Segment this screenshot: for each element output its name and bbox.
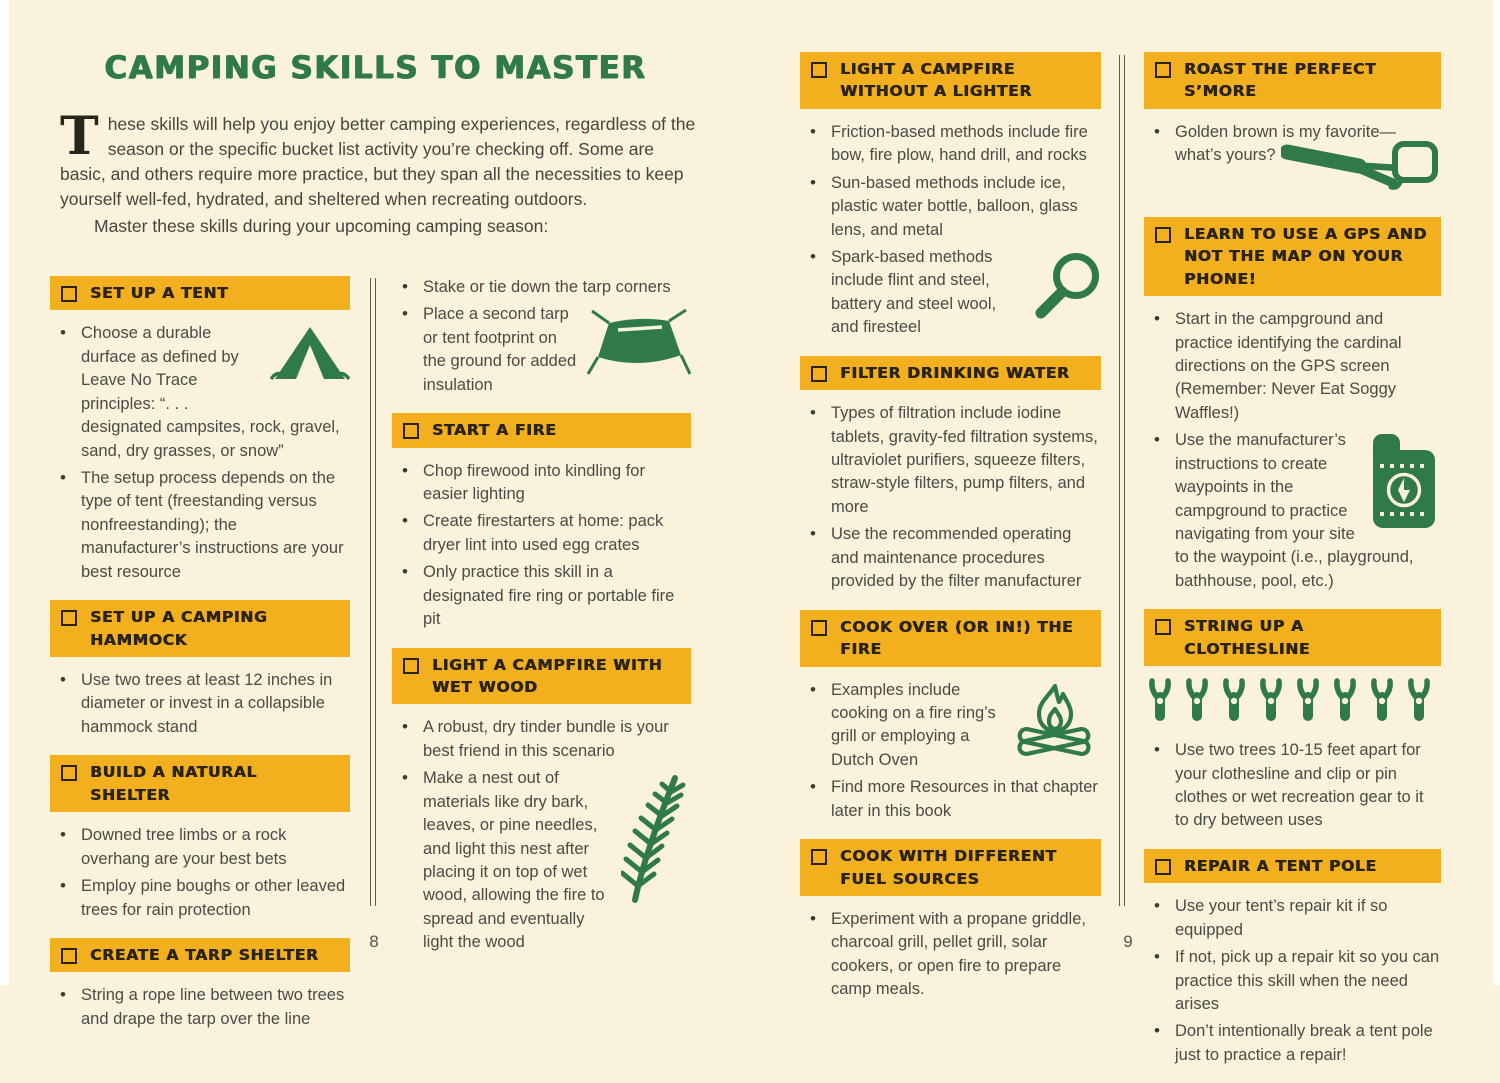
bullet-list (392, 276, 691, 397)
magnifier-icon (1033, 249, 1101, 326)
bullet-list (50, 824, 350, 922)
list-item: • Use two trees 10-15 feet apart for your clothesline and clip or pin clothes or wet recreation gear to it to dry between uses (1144, 739, 1441, 833)
bullet-list (1144, 308, 1441, 593)
skill-section (800, 610, 1101, 823)
bullet-list (1144, 739, 1441, 833)
campfire-icon (1009, 682, 1101, 769)
list-item: • Use two trees at least 12 inches in diameter or invest in a collapsible hammock stand (50, 669, 350, 739)
clothespin-icon (1404, 678, 1434, 727)
bullet-list (800, 121, 1101, 340)
list-item: • Use the recommended operating and maintenance procedures provided by the filter manufacturer (800, 523, 1101, 593)
checkbox-icon (811, 62, 827, 78)
checkbox-icon (61, 948, 77, 964)
section-header-label: START A FIRE (432, 421, 557, 440)
pine-branch-icon (621, 770, 691, 912)
clothespin-icon (1145, 678, 1175, 727)
section-header-bar (392, 413, 691, 447)
checkbox-icon (61, 610, 77, 626)
list-item: • Don’t intentionally break a tent pole just to practice a repair! (1144, 1020, 1441, 1067)
list-item: • Place a second tarp or tent footprint on the ground for added insulation (392, 303, 691, 397)
checkbox-icon (61, 765, 77, 781)
section-header-bar (1144, 217, 1441, 296)
skill-section (1144, 52, 1441, 201)
skill-section (50, 600, 350, 739)
bullet-list (1144, 121, 1441, 168)
tarp-icon (587, 306, 691, 387)
list-item: • Stake or tie down the tarp corners (392, 276, 691, 299)
list-item: • Choose a durable durface as defined by Leave No Trace principles: “. . . designated campsites, rock, gravel, sand, dry grasses, or snow” (50, 322, 350, 463)
right-page-column-2 (1144, 52, 1441, 1083)
skill-section (392, 276, 691, 397)
checkbox-icon (811, 620, 827, 636)
page-number-right: 9 (1123, 932, 1133, 951)
checkbox-icon (61, 286, 77, 302)
checkbox-icon (1155, 227, 1171, 243)
section-header-bar (50, 276, 350, 310)
section-header-label: REPAIR A TENT POLE (1184, 856, 1377, 875)
section-header-bar (800, 610, 1101, 667)
list-item: • Spark-based methods include flint and steel, battery and steel wool, and firesteel (800, 246, 1101, 340)
list-item: • Types of filtration include iodine tablets, gravity-fed filtration systems, ultraviolet purifiers, squeeze filters, straw-style filters, pump filters, and more (800, 402, 1101, 519)
section-header-bar (800, 52, 1101, 109)
section-header-bar (50, 938, 350, 972)
right-page-column-1 (800, 52, 1101, 1018)
skill-section (50, 276, 350, 584)
section-header-label: SET UP A CAMPING HAMMOCK (90, 608, 268, 649)
section-header-label: SET UP A TENT (90, 284, 229, 302)
list-item: • String a rope line between two trees and drape the tarp over the line (50, 984, 350, 1031)
checkbox-icon (403, 423, 419, 439)
bullet-list (392, 716, 691, 954)
skill-section (1144, 849, 1441, 1067)
column-divider-right (1119, 55, 1125, 906)
section-header-label: LEARN TO USE A GPS AND NOT THE MAP ON YOUR PHONE! (1184, 224, 1427, 288)
skill-section (800, 356, 1101, 594)
section-header-label: COOK OVER (OR IN!) THE FIRE (840, 617, 1074, 659)
page-title: CAMPING SKILLS TO MASTER (104, 50, 647, 86)
checkbox-icon (811, 849, 827, 865)
section-header-bar (50, 600, 350, 657)
list-item: • Friction-based methods include fire bow, fire plow, hand drill, and rocks (800, 121, 1101, 168)
bullet-list (50, 322, 350, 584)
bullet-list (50, 669, 350, 739)
section-header-label: STRING UP A CLOTHESLINE (1184, 617, 1311, 658)
bullet-list (800, 402, 1101, 593)
list-item: • Create firestarters at home: pack dryer lint into used egg crates (392, 510, 691, 557)
list-item: • Experiment with a propane griddle, charcoal grill, pellet grill, solar cookers, or open fire to prepare camp meals. (800, 908, 1101, 1002)
list-item: • If not, pick up a repair kit so you can practice this skill when the need arises (1144, 946, 1441, 1016)
section-header-bar (800, 356, 1101, 390)
skill-section (392, 648, 691, 955)
skill-section (50, 755, 350, 922)
list-item: • Golden brown is my favorite—what’s yours? (1144, 121, 1441, 168)
tent-icon (270, 325, 350, 390)
checkbox-icon (1155, 859, 1171, 875)
page-number-left: 8 (369, 932, 379, 951)
section-header-bar (50, 755, 350, 812)
checkbox-icon (811, 366, 827, 382)
clothespin-icon (1219, 678, 1249, 727)
section-header-bar (1144, 849, 1441, 883)
list-item: • Downed tree limbs or a rock overhang are your best bets (50, 824, 350, 871)
list-item: • Sun-based methods include ice, plastic water bottle, balloon, glass lens, and metal (800, 172, 1101, 242)
clothespin-icon (1330, 678, 1360, 727)
list-item: • Examples include cooking on a fire ring’s grill or employing a Dutch Oven (800, 679, 1101, 773)
clothespin-icon-row (1145, 678, 1441, 727)
list-item: • Employ pine boughs or other leaved trees for rain protection (50, 875, 350, 922)
section-header-bar (392, 648, 691, 705)
page-edge-left (0, 0, 9, 985)
section-header-label: ROAST THE PERFECT S’MORE (1184, 60, 1377, 101)
list-item: • Use your tent’s repair kit if so equipped (1144, 895, 1441, 942)
section-header-label: FILTER DRINKING WATER (840, 363, 1070, 382)
checkbox-icon (1155, 62, 1171, 78)
list-item: • Chop firewood into kindling for easier lighting (392, 460, 691, 507)
section-header-bar (1144, 52, 1441, 109)
skill-section (1144, 217, 1441, 593)
section-header-label: COOK WITH DIFFERENT FUEL SOURCES (840, 847, 1057, 888)
intro-cta: Master these skills during your upcoming camping season: (94, 216, 549, 237)
bullet-list (1144, 895, 1441, 1067)
skill-section (800, 52, 1101, 340)
skill-section (1144, 609, 1441, 833)
column-divider-left (370, 278, 376, 906)
section-header-label: BUILD A NATURAL SHELTER (90, 763, 257, 804)
section-header-bar (800, 839, 1101, 896)
skill-section (392, 413, 691, 631)
section-header-label: LIGHT A CAMPFIRE WITHOUT A LIGHTER (840, 60, 1032, 101)
left-page-column-2 (392, 276, 691, 971)
clothespin-icon (1182, 678, 1212, 727)
clothespin-icon (1293, 678, 1323, 727)
list-item: • A robust, dry tinder bundle is your best friend in this scenario (392, 716, 691, 763)
section-header-bar (1144, 609, 1441, 666)
clothespin-icon (1256, 678, 1286, 727)
skill-section (800, 839, 1101, 1002)
list-item: • Find more Resources in that chapter later in this book (800, 776, 1101, 823)
bullet-list (392, 460, 691, 632)
left-page-column-1 (50, 276, 350, 1047)
bullet-list (50, 984, 350, 1031)
list-item: • The setup process depends on the type of tent (freestanding versus nonfreestanding); the manufacturer’s instructions are your best resource (50, 467, 350, 584)
section-header-label: LIGHT A CAMPFIRE WITH WET WOOD (432, 655, 663, 696)
list-item: • Use the manufacturer’s instructions to create waypoints in the campground to practice navigating from your site to the waypoint (i.e., playground, bathhouse, pool, etc.) (1144, 429, 1441, 593)
clothespin-icon (1367, 678, 1397, 727)
intro-text: hese skills will help you enjoy better camping experiences, regardless of the season or the specific bucket list activity you’re checking off. Some are basic, and others require more practice, but they span all the necessities to keep yourself well-fed, hydrated, and sheltered when recreating outdoors. (60, 114, 696, 209)
drop-cap: T (60, 106, 99, 167)
checkbox-icon (1155, 619, 1171, 635)
list-item: • Make a nest out of materials like dry bark, leaves, or pine needles, and light this nest after placing it on top of wet wood, allowing the fire to spread and eventually light the wood (392, 767, 691, 954)
intro-paragraph (60, 106, 698, 239)
gps-icon (1367, 432, 1441, 539)
page-edge-right (1493, 0, 1500, 985)
list-item: • Start in the campground and practice identifying the cardinal directions on the GPS screen (Remember: Never Eat Soggy Waffles!) (1144, 308, 1441, 425)
bullet-list (800, 679, 1101, 824)
bullet-list (800, 908, 1101, 1002)
list-item: • Only practice this skill in a designated fire ring or portable fire pit (392, 561, 691, 631)
section-header-label: CREATE A TARP SHELTER (90, 945, 319, 964)
checkbox-icon (403, 658, 419, 674)
